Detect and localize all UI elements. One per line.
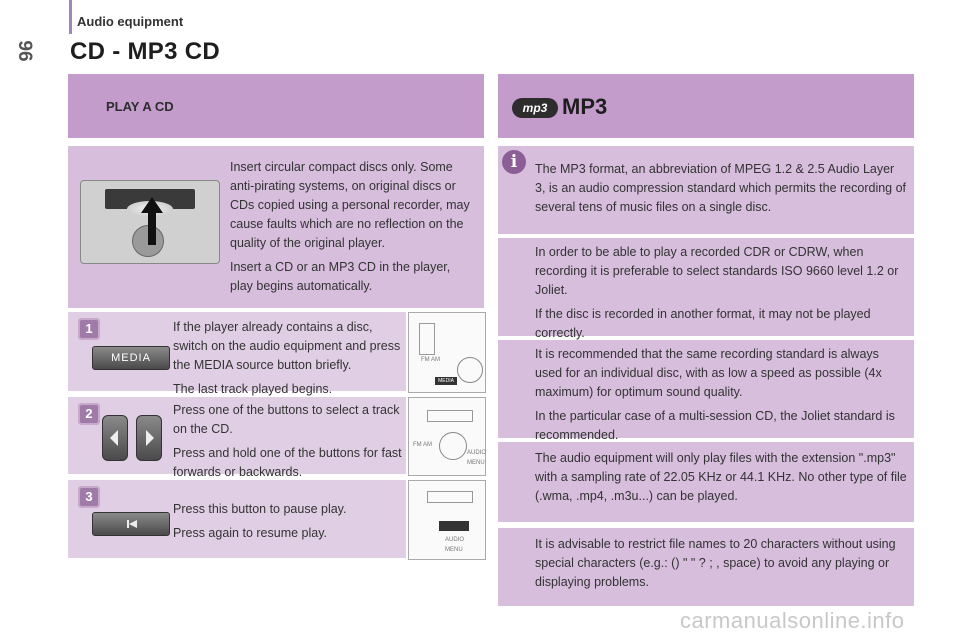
diagram-knob (457, 357, 483, 383)
step-paragraph: The last track played begins. (173, 382, 333, 396)
step-2-text (173, 401, 403, 487)
info-paragraph: It is recommended that the same recording standard is always used for an individual disc, with as low a speed as possible (4x maximum) for optimum sound quality. (535, 347, 882, 399)
info-text (535, 345, 907, 450)
pause-button-image (92, 512, 170, 536)
info-icon: i (502, 150, 526, 174)
info-block-1 (498, 146, 914, 234)
info-paragraph: In order to be able to play a recorded CDR or CDRW, when recording it is preferable to select standards ISO 9660 level 1.2 or Joliet. (535, 245, 899, 297)
seek-forward-button-image (136, 415, 162, 461)
info-block-2 (498, 238, 914, 340)
chevron-right-icon (137, 416, 161, 460)
media-button-image (92, 346, 170, 370)
header-accent-bar (69, 0, 72, 34)
info-text (535, 449, 907, 511)
diagram-label: MENU (467, 460, 485, 466)
intro-panel (68, 146, 484, 308)
page-number: 96 (14, 40, 35, 62)
mp3-logo: mp3 (512, 98, 558, 118)
seek-back-button-image (102, 415, 128, 461)
step-1-panel (68, 312, 406, 396)
mp3-heading: MP3 (562, 94, 608, 119)
pause-icon (93, 513, 169, 535)
step-2-diagram (408, 397, 486, 476)
step-3-panel (68, 480, 406, 558)
intro-paragraph: Insert circular compact discs only. Some anti-pirating systems, on original discs or CDs copied using a personal recorder, may cause faults which are no reflection on the quality of the original player. (230, 160, 470, 250)
intro-text (230, 158, 470, 301)
diagram-display-outline (427, 491, 473, 503)
mp3-header-panel (498, 74, 914, 138)
play-cd-header-panel (68, 74, 484, 138)
info-block-3 (498, 340, 914, 442)
step-paragraph: Press this button to pause play. (173, 502, 347, 516)
diagram-media-label: MEDIA (435, 377, 457, 385)
step-1-text (173, 318, 403, 404)
diagram-label: MENU (445, 547, 463, 553)
page-title: CD - MP3 CD (70, 38, 220, 65)
step-paragraph: If the player already contains a disc, switch on the audio equipment and press the MEDIA source button briefly. (173, 320, 401, 372)
info-paragraph: The audio equipment will only play files with the extension ".mp3" with a sampling rate of 22.05 KHz or 44.1 KHz. No other type of file (.wma, .mp4, .m3u...) can be played. (535, 451, 907, 503)
diagram-display-outline (427, 410, 473, 422)
diagram-label: FM AM (421, 357, 440, 363)
diagram-knob (439, 432, 467, 460)
diagram-label: FM AM (413, 442, 432, 448)
step-badge: 2 (78, 403, 100, 425)
info-text (535, 243, 907, 348)
preset-buttons-outline (419, 323, 435, 355)
info-paragraph: The MP3 format, an abbreviation of MPEG 1.2 & 2.5 Audio Layer 3, is an audio compression standard which permits the recording of several tens of music files on a single disc. (535, 162, 907, 214)
info-text (535, 535, 907, 597)
info-paragraph: If the disc is recorded in another format, it may not be played correctly. (535, 307, 871, 340)
step-badge: 1 (78, 318, 100, 340)
step-3-text (173, 500, 403, 548)
step-1-diagram (408, 312, 486, 393)
diagram-label: AUDIO (445, 537, 465, 543)
info-text (535, 160, 907, 222)
info-block-4 (498, 442, 914, 522)
chevron-left-icon (103, 416, 127, 460)
watermark: carmanualsonline.info (680, 608, 905, 633)
head-unit-image (80, 180, 220, 264)
intro-paragraph: Insert a CD or an MP3 CD in the player, play begins automatically. (230, 260, 451, 293)
step-paragraph: Press again to resume play. (173, 526, 328, 540)
info-paragraph: It is advisable to restrict file names to 20 characters without using special characters (e.g.: () " " ? ; , space) to avoid any playing or displaying problems. (535, 537, 896, 589)
step-2-panel (68, 397, 406, 479)
section-label: Audio equipment (77, 14, 184, 29)
info-paragraph: In the particular case of a multi-session CD, the Joliet standard is recommended. (535, 409, 895, 442)
diagram-pause-button (439, 521, 469, 531)
step-paragraph: Press one of the buttons to select a track on the CD. (173, 403, 400, 436)
insert-arrow-icon (141, 197, 163, 245)
info-block-5 (498, 528, 914, 606)
step-paragraph: Press and hold one of the buttons for fast forwards or backwards. (173, 446, 402, 479)
step-3-diagram (408, 480, 486, 560)
play-cd-heading: PLAY A CD (106, 99, 174, 114)
media-button-label: MEDIA (111, 352, 151, 364)
step-badge: 3 (78, 486, 100, 508)
diagram-label: AUDIO (467, 450, 487, 456)
